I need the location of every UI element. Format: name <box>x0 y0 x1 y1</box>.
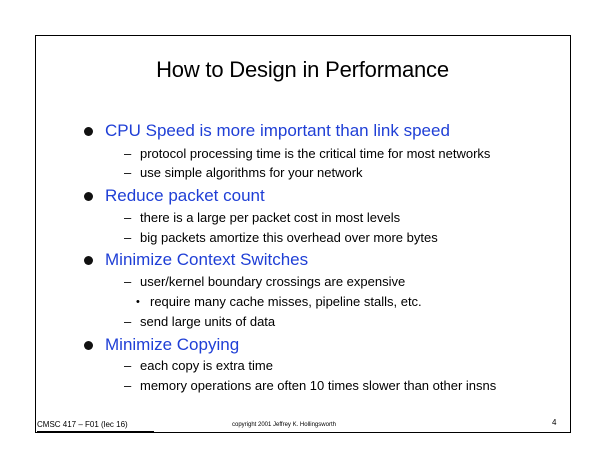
small-bullet-icon: • <box>136 296 140 308</box>
subitem-per-packet-cost <box>124 209 400 227</box>
footer-copyright: copyright 2001 Jeffrey K. Hollingsworth <box>232 422 336 428</box>
bullet-dot-icon <box>84 341 93 350</box>
bullet-item-context-switches <box>84 248 308 272</box>
subitem-text: memory operations are often 10 times slower than other insns <box>140 378 497 393</box>
dash-icon: – <box>124 378 132 393</box>
dash-icon: – <box>124 314 132 329</box>
footer-divider <box>37 431 154 432</box>
dash-icon: – <box>124 210 132 225</box>
subitem-text: protocol processing time is the critical time for most networks <box>140 146 491 161</box>
bullet-item-reduce-packet-count <box>84 184 265 208</box>
subitem-text: there is a large per packet cost in most levels <box>140 210 401 225</box>
dash-icon: – <box>124 274 132 289</box>
bullet-text: CPU Speed is more important than link speed <box>105 121 450 140</box>
subitem-text: send large units of data <box>140 314 276 329</box>
subitem-text: big packets amortize this overhead over more bytes <box>140 230 438 245</box>
subitem-text: use simple algorithms for your network <box>140 165 363 180</box>
footer-course-label: CMSC 417 – F01 (lec 16) <box>37 420 128 429</box>
slide-title: How to Design in Performance <box>156 57 449 82</box>
dash-icon: – <box>124 146 132 161</box>
bullet-item-cpu-speed <box>84 119 450 143</box>
page-number: 4 <box>552 418 557 427</box>
bullet-item-minimize-copying <box>84 333 239 357</box>
bullet-text: Reduce packet count <box>105 186 265 205</box>
dash-icon: – <box>124 165 132 180</box>
subitem-text: user/kernel boundary crossings are expensive <box>140 274 406 289</box>
dash-icon: – <box>124 358 132 373</box>
dash-icon: – <box>124 230 132 245</box>
bullet-text: Minimize Context Switches <box>105 250 309 269</box>
bullet-dot-icon <box>84 127 93 136</box>
bullet-text: Minimize Copying <box>105 335 240 354</box>
subitem-big-packets <box>124 229 438 247</box>
subitem-kernel-crossings <box>124 273 405 291</box>
subsubitem-text: require many cache misses, pipeline stalls, etc. <box>150 294 422 309</box>
subitem-memory-operations <box>124 377 496 395</box>
subitem-large-units <box>124 313 275 331</box>
subsubitem-cache-misses <box>136 293 422 311</box>
subitem-copy-extra-time <box>124 357 273 375</box>
subitem-simple-algorithms <box>124 164 363 182</box>
bullet-dot-icon <box>84 256 93 265</box>
bullet-dot-icon <box>84 192 93 201</box>
subitem-protocol-processing <box>124 145 490 163</box>
subitem-text: each copy is extra time <box>140 358 273 373</box>
